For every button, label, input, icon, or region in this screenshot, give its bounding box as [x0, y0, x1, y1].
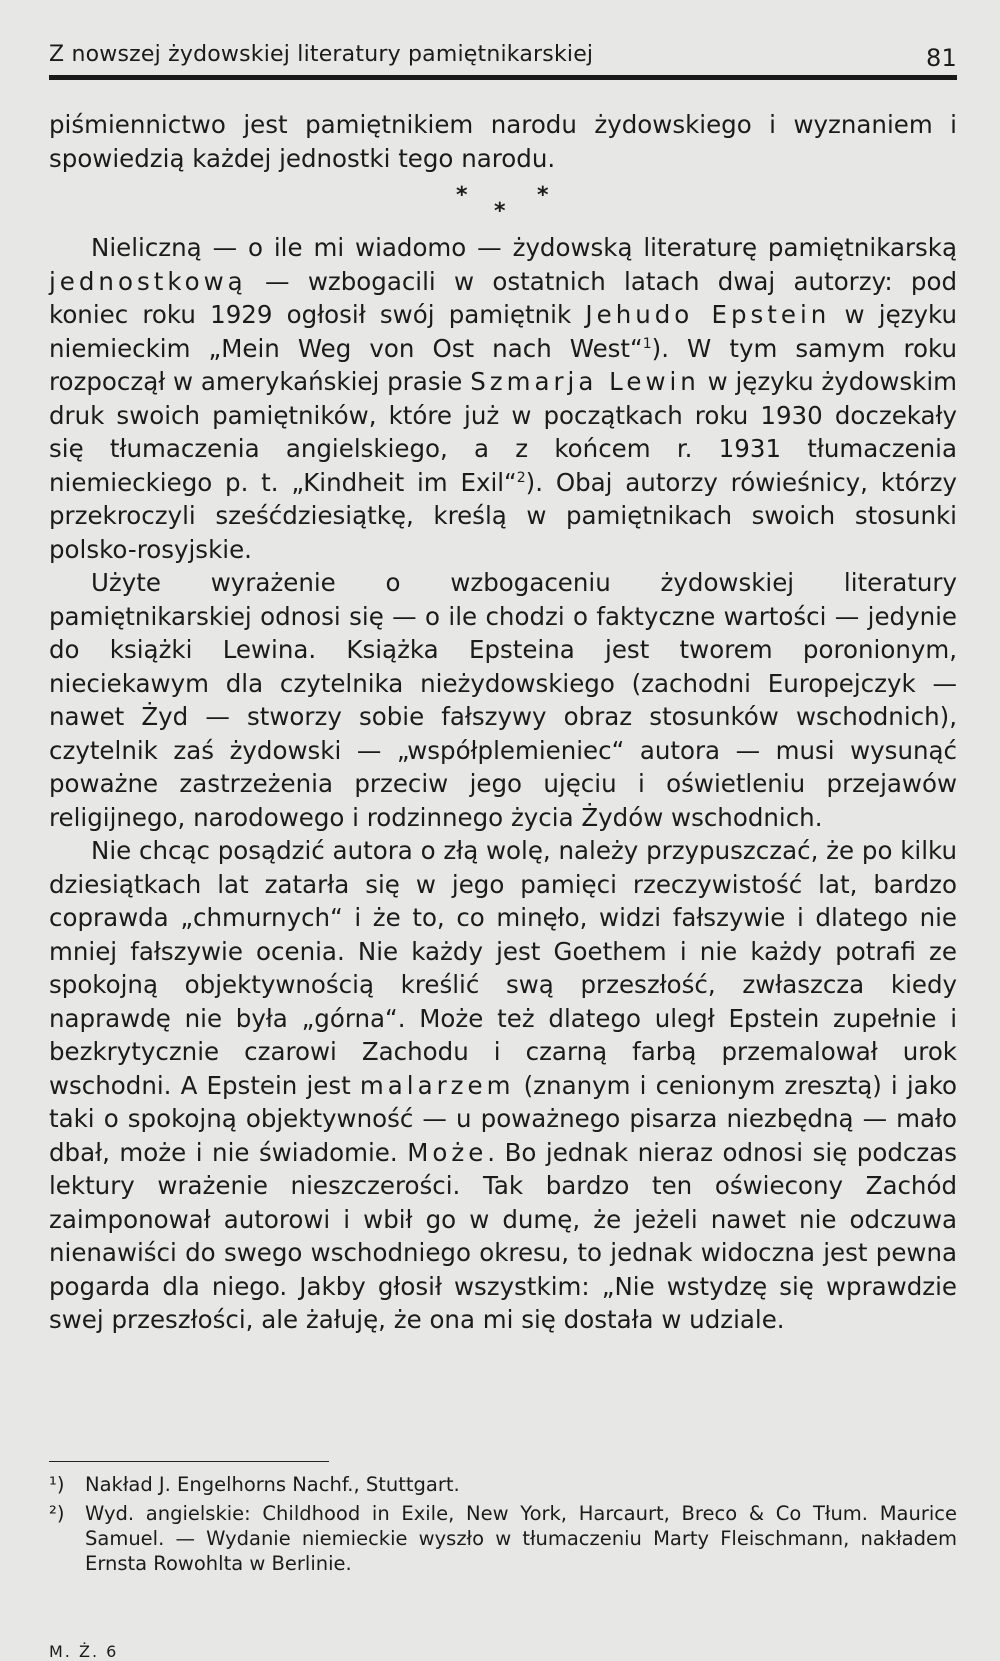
spaced-author-name: Szmarja Lewin [470, 367, 700, 396]
footnote [49, 1472, 957, 1497]
paragraph-continuation: piśmiennictwo jest pamiętnikiem narodu żydowskiego i wyznaniem i spowiedzią każdej jednostki tego narodu. [49, 110, 957, 173]
text-run: ). Obaj autorzy rówieśnicy, którzy przekroczyli sześćdziesiątkę, kreślą w pamiętnikach swoich stosunki polsko-rosyjskie. [49, 467, 957, 564]
main-text [49, 108, 957, 1337]
running-title: Z nowszej żydowskiej literatury pamiętnikarskiej [49, 42, 594, 67]
footnote-reference: 1 [642, 335, 652, 352]
page-number: 81 [926, 44, 957, 72]
running-header [49, 36, 957, 72]
text-run: Nieliczną — o ile mi wiadomo — żydowską literaturę pamiętnikarską [91, 233, 957, 262]
asterisk: * [537, 183, 549, 208]
spaced-emphasis: malarzem [359, 1070, 515, 1100]
footnote-marker: ²) [49, 1502, 65, 1525]
footnote-text: Wyd. angielskie: Childhood in Exile, New York, Harcaurt, Breco & Co Tłum. Maurice Samuel. — Wydanie niemieckie wyszło w tłumaczeniu Marty Fleischmann, nakładem Ernsta Rowohlta w Berlinie. [85, 1502, 957, 1575]
paragraph-2: Użyte wyrażenie o wzbogaceniu żydowskiej literatury pamiętnikarskiej odnosi się — o ile chodzi o faktyczne wartości — jedynie do książki Lewina. Książka Epsteina jest tworem poronionym, nieciekawym dla czytelnika nieżydowskiego (zachodni Europejczyk — nawet Żyd — stworzy sobie fałszywy obraz stosunków wschodnich), czytelnik zaś żydowski — „współplemieniec“ autora — musi wysunąć poważne zastrzeżenia przeciw jego ujęciu i oświetleniu przejawów religijnego, narodowego i rodzinnego życia Żydów wschodnich. [49, 568, 957, 832]
spaced-emphasis: jednostkową [49, 266, 247, 296]
printer-signature: M. Ż. 6 [49, 1642, 119, 1661]
text-run: w języku żydowskim druk swoich pamiętników, które już w początkach roku 1930 doczekały się tłumaczenia angielskiego, a z końcem r. 1931 tłumaczenia niemieckiego p. t. „Kindheit im Exil“ [49, 367, 958, 497]
book-page [49, 36, 958, 1661]
footnote-rule [49, 1461, 329, 1462]
text-run: w języku niemieckim „Mein Weg von Ost nach West“ [49, 300, 958, 363]
header-rule [49, 75, 957, 80]
spaced-emphasis: Może [407, 1137, 488, 1167]
asterisk: * [456, 183, 468, 208]
paragraph-3 [49, 834, 957, 1337]
text-run: ). W tym samym roku rozpoczął w amerykańskiej prasie [49, 333, 957, 396]
text-run: (znanym i cenionym zresztą) i jako taki o spokojną objektywność — u poważnego pisarza niezbędną — mało dbał, może i nie świadomie. [49, 1070, 957, 1167]
footnote-text: Nakład J. Engelhorns Nachf., Stuttgart. [85, 1473, 460, 1496]
spaced-author-name: Jehudo Epstein [585, 300, 831, 329]
section-break-asterisks [49, 175, 957, 231]
text-run: Nie chcąc posądzić autora o złą wolę, należy przypuszczać, że po kilku dziesiątkach lat zatarła się w jego pamięci rzeczywistość lat, bardzo coprawda „chmurnych“ i że to, co minęło, widzi fałszywie i dlatego nie mniej fałszywie ocenia. Nie każdy jest Goethem i nie każdy potrafi ze spokojną objektywnością kreślić swą przeszłość, zwłaszcza kiedy naprawdę nie była „górna“. Może też dlatego uległ Epstein zupełnie i bezkrytycznie czarowi Zachodu i czarną farbą przemalował urok wschodni. A Epstein jest [49, 836, 957, 1100]
paragraph-1 [49, 231, 957, 566]
footnote-reference: 2 [516, 469, 526, 486]
footnote [49, 1501, 957, 1576]
text-run: . Bo jednak nieraz odnosi się podczas lektury wrażenie nieszczerości. Tak bardzo ten oświecony Zachód zaimponował autorowi i wbił go w dumę, że jeżeli nawet nie odczuwa nienawiści do swego wschodniego okresu, to jednak widoczna jest pewna pogarda dla niego. Jakby głosił wszystkim: „Nie wstydzę się wprawdzie swej przeszłości, ale żałuję, że ona mi się dostała w udziale. [49, 1137, 957, 1334]
asterisk: * [494, 199, 506, 224]
footnote-marker: ¹) [49, 1473, 65, 1496]
text-run: — wzbogacili w ostatnich latach dwaj autorzy: pod koniec roku 1929 ogłosił swój pamiętnik [49, 266, 957, 329]
footnotes [49, 1472, 957, 1580]
